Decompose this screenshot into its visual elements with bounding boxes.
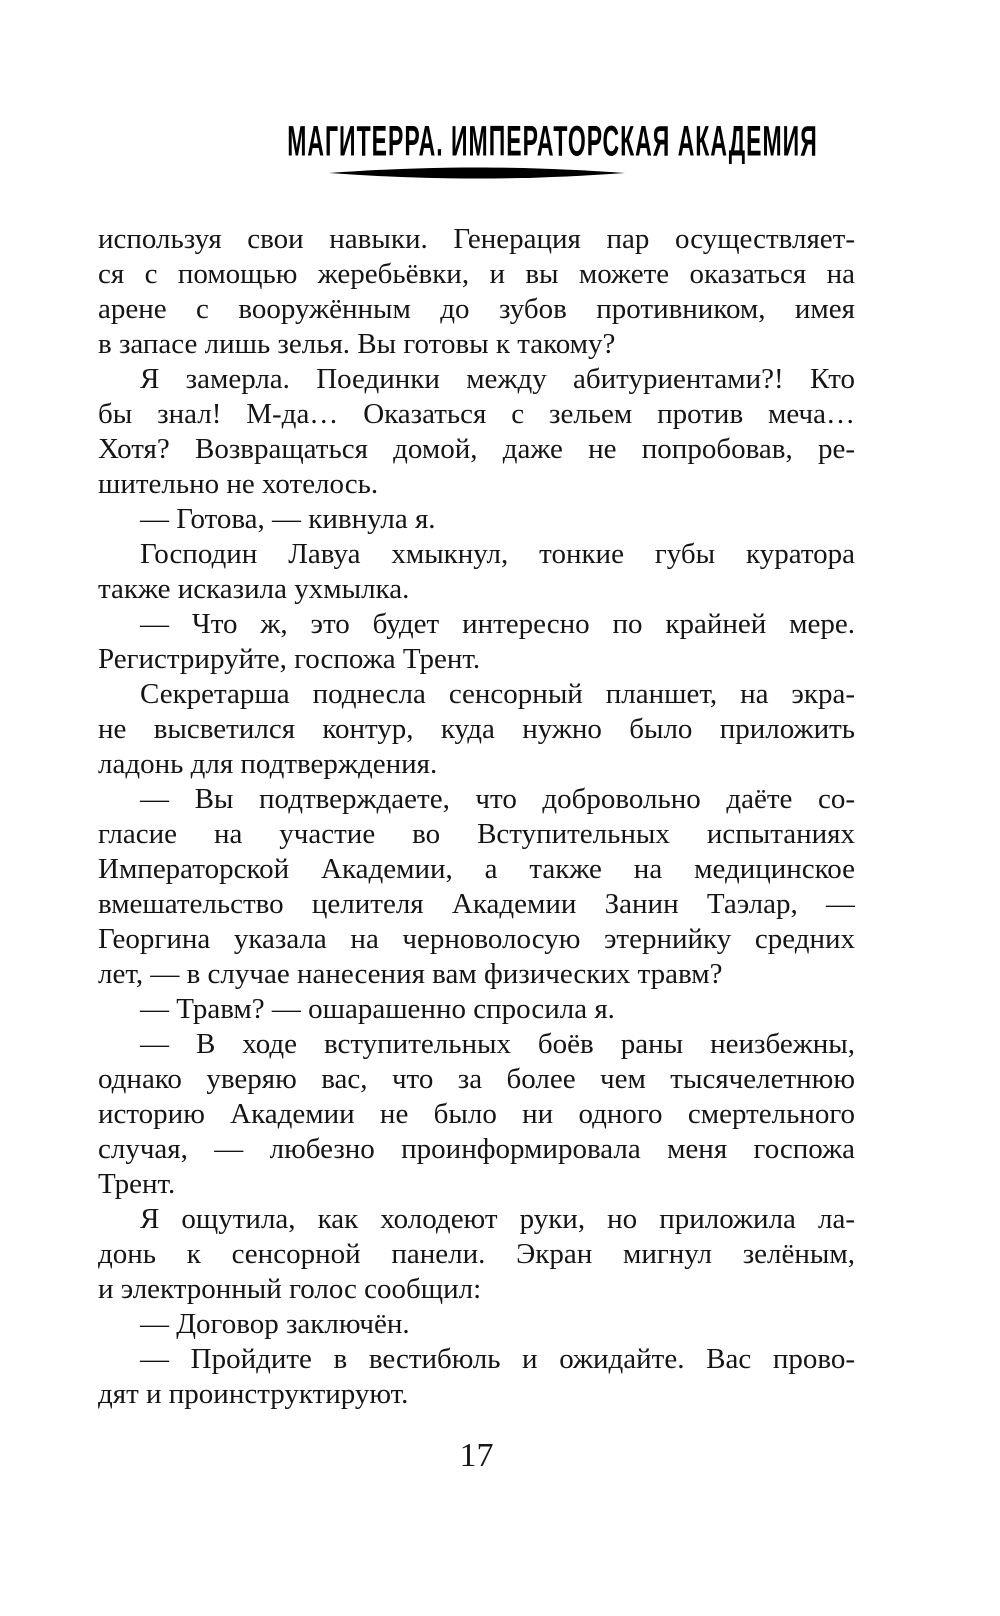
spindle-ornament-icon xyxy=(329,166,625,180)
running-header-title: МАГИТЕРРА. ИМПЕРАТОРСКАЯ АКАДЕМИЯ xyxy=(287,117,818,165)
text-line: случая, — любезно проинформировала меня госпожа xyxy=(98,1133,855,1165)
text-line: шительно не хотелось. xyxy=(98,468,379,500)
text-line: донь к сенсорной панели. Экран мигнул зелёным, xyxy=(98,1238,855,1270)
text-line: Георгина указала на черноволосую этернийку средних xyxy=(98,923,855,955)
text-line: арене с вооружённым до зубов противником, имея xyxy=(98,293,855,325)
text-line: также исказила ухмылка. xyxy=(98,573,410,605)
text-line: ся с помощью жеребьёвки, и вы можете оказаться на xyxy=(98,258,855,290)
text-line: лет, — в случае нанесения вам физических травм? xyxy=(98,958,723,990)
text-line: Я замерла. Поединки между абитуриентами?! Кто xyxy=(140,363,855,395)
text-line: — Договор заключён. xyxy=(140,1308,410,1340)
text-line: дят и проинструктируют. xyxy=(98,1378,409,1410)
text-line: Секретарша поднесла сенсорный планшет, на экра- xyxy=(140,678,855,710)
text-line: — В ходе вступительных боёв раны неизбежны, xyxy=(140,1028,855,1060)
text-line: и электронный голос сообщил: xyxy=(98,1273,482,1305)
text-line: Я ощутила, как холодеют руки, но приложила ла- xyxy=(140,1203,855,1235)
text-line: гласие на участие во Вступительных испытаниях xyxy=(98,818,855,850)
text-line: — Что ж, это будет интересно по крайней мере. xyxy=(140,608,855,640)
text-line: однако уверяю вас, что за более чем тысячелетнюю xyxy=(98,1063,855,1095)
page-number: 17 xyxy=(459,1437,494,1474)
text-line: — Вы подтверждаете, что добровольно даёте со- xyxy=(140,783,855,815)
text-line: Императорской Академии, а также на медицинское xyxy=(98,853,855,885)
text-line: ладонь для подтверждения. xyxy=(98,748,438,780)
text-line: бы знал! М-да… Оказаться с зельем против меча… xyxy=(98,398,855,430)
text-line: Хотя? Возвращаться домой, даже не попробовав, ре- xyxy=(98,433,855,465)
text-line: — Травм? — ошарашенно спросила я. xyxy=(140,993,615,1025)
header-divider xyxy=(98,166,855,180)
text-column xyxy=(98,0,855,1412)
text-line: вмешательство целителя Академии Занин Таэлар, — xyxy=(98,888,855,920)
text-line: Регистрируйте, госпожа Трент. xyxy=(98,643,481,675)
text-line: историю Академии не было ни одного смертельного xyxy=(98,1098,855,1130)
text-line: не высветился контур, куда нужно было приложить xyxy=(98,713,855,745)
text-line: в запасе лишь зелья. Вы готовы к такому? xyxy=(98,328,616,360)
body-text xyxy=(98,222,855,1412)
text-line: — Готова, — кивнула я. xyxy=(140,503,436,535)
text-line: Трент. xyxy=(98,1168,176,1200)
text-line: Господин Лавуа хмыкнул, тонкие губы куратора xyxy=(140,538,855,570)
text-line: — Пройдите в вестибюль и ожидайте. Вас прово- xyxy=(140,1343,855,1375)
text-line: используя свои навыки. Генерация пар осуществляет- xyxy=(98,223,855,255)
